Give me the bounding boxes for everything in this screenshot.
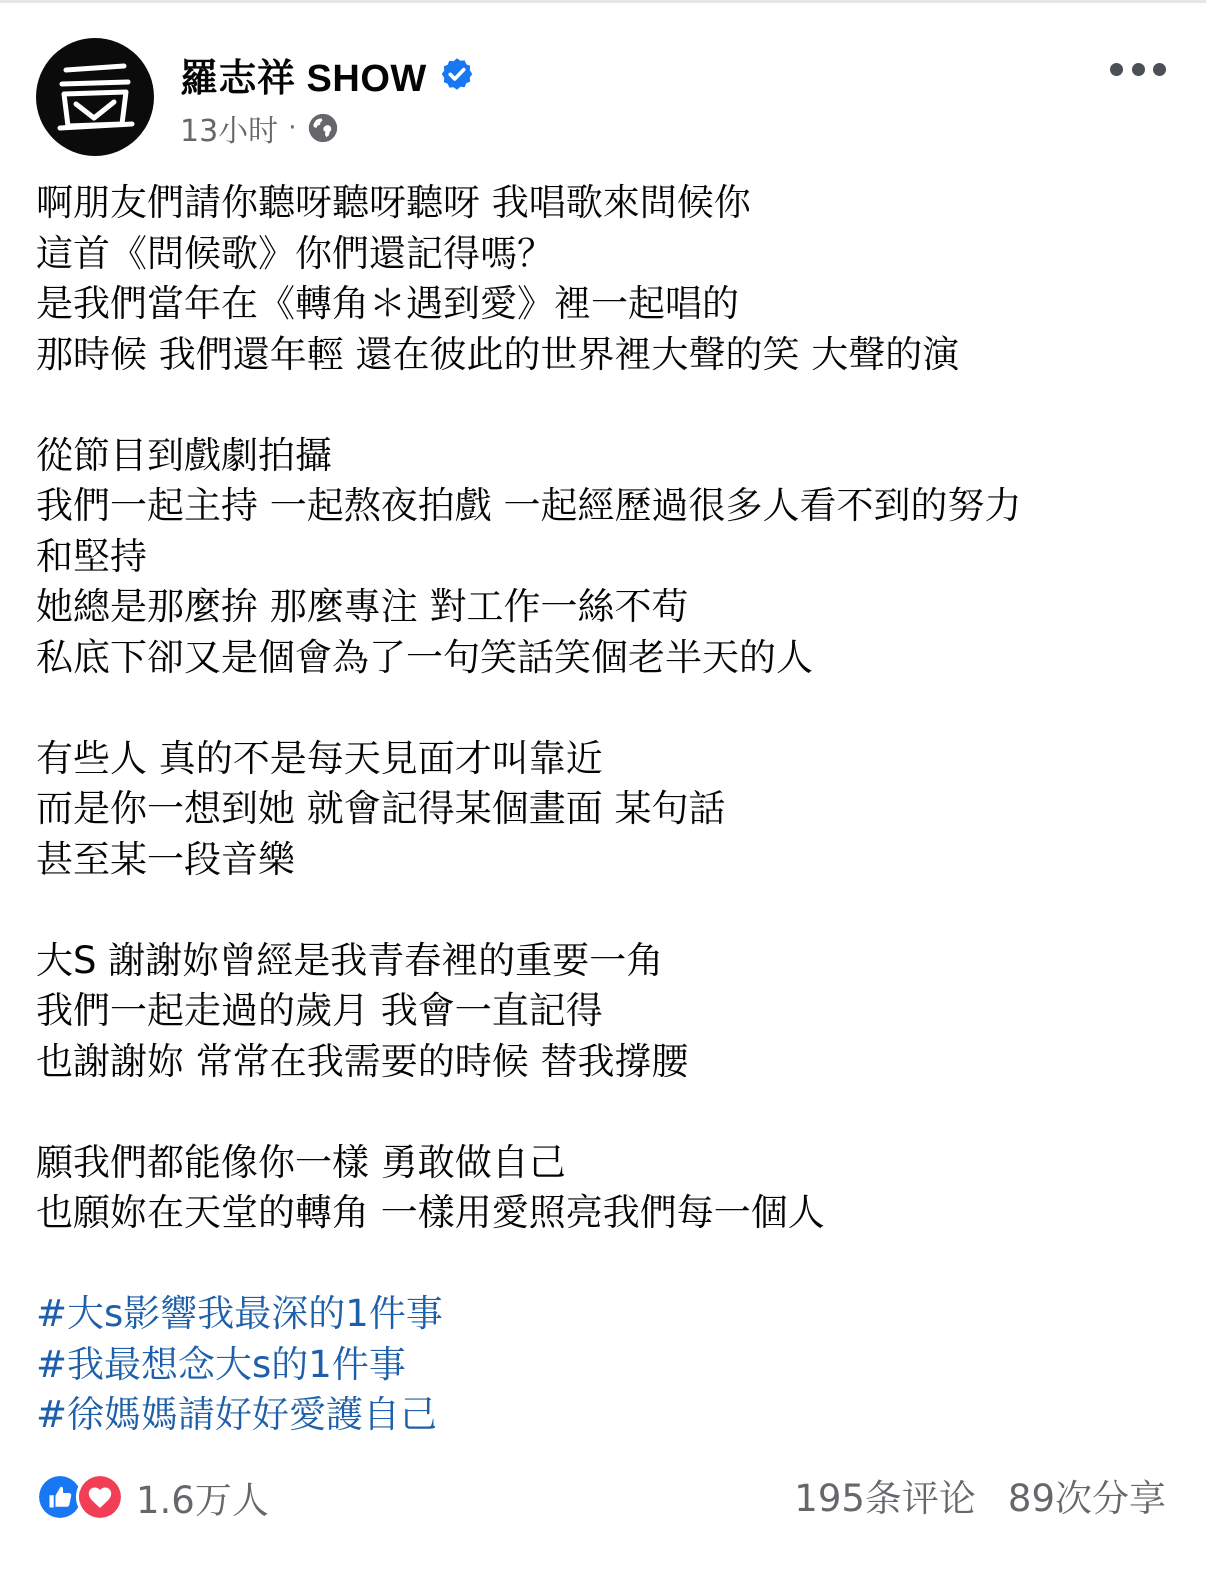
body-blank-line <box>36 885 1176 936</box>
hashtag-link[interactable]: #我最想念大s的1件事 <box>36 1342 406 1386</box>
body-blank-line <box>36 1087 1176 1138</box>
body-blank-line <box>36 380 1176 431</box>
engagement-stats <box>762 1470 1166 1520</box>
more-dot <box>1110 63 1123 76</box>
hashtag-link[interactable]: #徐媽媽請好好愛護自己 <box>36 1393 438 1436</box>
verified-badge-icon <box>439 56 475 92</box>
globe-icon[interactable] <box>306 111 340 145</box>
body-line: 我們一起主持 一起熬夜拍戲 一起經歷過很多人看不到的努力 <box>36 484 1022 527</box>
post-meta <box>180 108 340 148</box>
post-header <box>36 38 1166 158</box>
body-line: 啊朋友們請你聽呀聽呀聽呀 我唱歌來問候你 <box>36 181 751 224</box>
body-line: 也願妳在天堂的轉角 一樣用愛照亮我們每一個人 <box>36 1191 825 1234</box>
body-line: 甚至某一段音樂 <box>36 837 295 881</box>
body-blank-line <box>36 683 1176 734</box>
top-divider <box>0 0 1206 3</box>
body-line: 有些人 真的不是每天見面才叫靠近 <box>36 736 603 780</box>
body-line: 而是你一想到她 就會記得某個畫面 某句話 <box>36 787 726 830</box>
hashtag-link[interactable]: #大s影響我最深的1件事 <box>36 1292 443 1335</box>
more-dot <box>1153 63 1166 76</box>
body-line: 那時候 我們還年輕 還在彼此的世界裡大聲的笑 大聲的演 <box>36 332 960 376</box>
more-dot <box>1132 63 1145 76</box>
reactions-summary[interactable] <box>36 1470 269 1524</box>
meta-separator: · <box>288 113 297 143</box>
body-line: 這首《問候歌》你們還記得嗎？ <box>36 231 554 275</box>
body-line: 從節目到戲劇拍攝 <box>36 433 332 477</box>
post-body <box>36 178 1176 1441</box>
body-line: 她總是那麼拚 那麼專注 對工作一絲不苟 <box>36 585 689 628</box>
post-footer <box>36 1466 1166 1526</box>
more-options-button[interactable] <box>1110 56 1166 82</box>
body-line: 也謝謝妳 常常在我需要的時候 替我撐腰 <box>36 1039 689 1083</box>
page-avatar[interactable] <box>36 38 154 156</box>
avatar-logo-icon <box>36 38 154 156</box>
comments-count-link[interactable]: 195条评论 <box>794 1477 976 1520</box>
body-line: 是我們當年在《轉角＊遇到愛》裡一起唱的 <box>36 282 739 325</box>
body-line: 願我們都能像你一樣 勇敢做自己 <box>36 1140 566 1184</box>
body-blank-line <box>36 1239 1176 1290</box>
body-line: 私底下卻又是個會為了一句笑話笑個老半天的人 <box>36 635 813 679</box>
body-line: 我們一起走過的歲月 我會一直記得 <box>36 989 603 1032</box>
page-name-link[interactable]: 羅志祥 SHOW <box>180 57 427 100</box>
post-timestamp[interactable]: 13小时 <box>180 114 279 149</box>
body-line: 大S 謝謝妳曾經是我青春裡的重要一角 <box>36 938 664 982</box>
shares-count-link[interactable]: 89次分享 <box>1007 1477 1166 1520</box>
reaction-count: 1.6万人 <box>136 1479 269 1522</box>
name-row <box>180 48 475 100</box>
body-line: 和堅持 <box>36 534 147 578</box>
love-reaction-icon <box>76 1473 124 1521</box>
